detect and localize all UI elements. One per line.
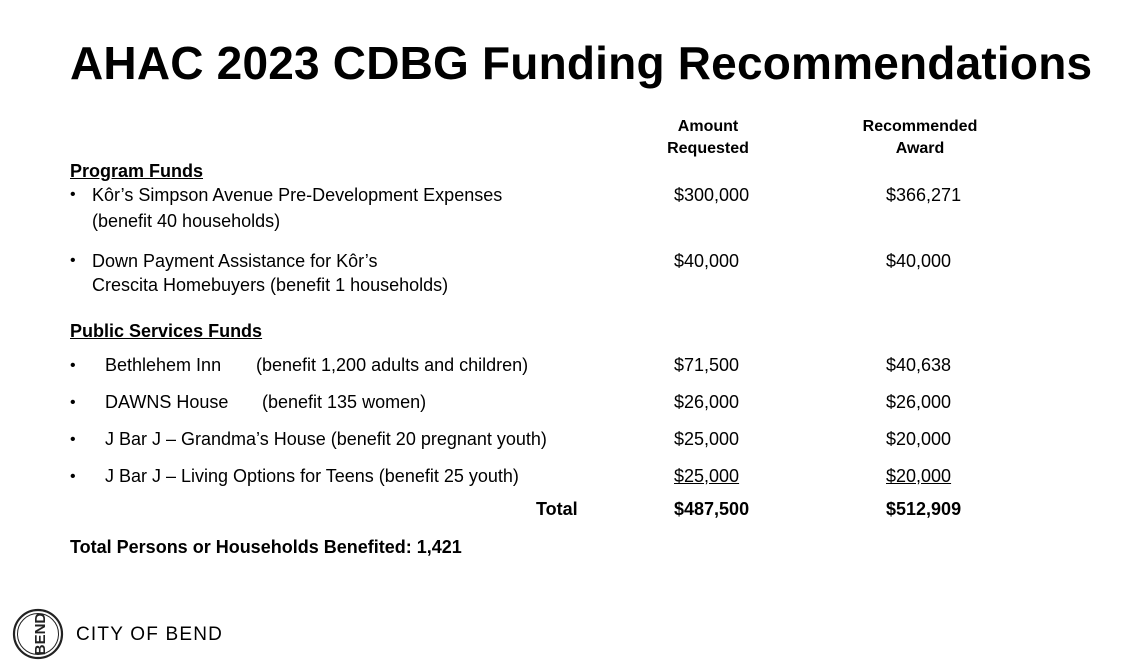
column-header-award-line2: Award bbox=[895, 140, 945, 157]
recommended-award: $40,638 bbox=[886, 355, 952, 375]
amount-requested: $25,000 bbox=[674, 466, 740, 486]
total-label: Total bbox=[536, 499, 578, 519]
recommended-award: $26,000 bbox=[886, 392, 952, 412]
column-header-requested-line2: Requested bbox=[667, 140, 749, 157]
public-item-name: J Bar J – Living Options for Teens (benefit 25 youth) bbox=[105, 466, 519, 486]
bullet: • bbox=[70, 431, 76, 448]
total-award: $512,909 bbox=[886, 499, 962, 519]
city-name: CITY OF BEND bbox=[76, 624, 224, 645]
section-heading-public-services-funds: Public Services Funds bbox=[70, 321, 263, 341]
recommended-award: $40,000 bbox=[886, 251, 952, 271]
amount-requested: $26,000 bbox=[674, 392, 740, 412]
public-item-benefit: (benefit 1,200 adults and children) bbox=[256, 355, 529, 375]
column-header-award-line1: Recommended bbox=[862, 118, 978, 135]
amount-requested: $40,000 bbox=[674, 251, 740, 271]
program-item-simpson-line1: Kôr’s Simpson Avenue Pre-Development Expenses bbox=[92, 185, 503, 205]
public-item-benefit: (benefit 135 women) bbox=[262, 392, 427, 412]
bullet: • bbox=[70, 186, 76, 203]
bullet: • bbox=[70, 468, 76, 485]
amount-requested: $71,500 bbox=[674, 355, 740, 375]
program-item-down-payment-line2: Crescita Homebuyers (benefit 1 households) bbox=[92, 275, 449, 295]
program-item-simpson-line2: (benefit 40 households) bbox=[92, 211, 281, 231]
amount-requested: $25,000 bbox=[674, 429, 740, 449]
page-title: AHAC 2023 CDBG Funding Recommendations bbox=[70, 37, 1093, 89]
city-seal-logo bbox=[12, 608, 64, 660]
bullet: • bbox=[70, 357, 76, 374]
column-header-requested bbox=[648, 116, 768, 160]
amount-requested: $300,000 bbox=[674, 185, 750, 205]
public-item-name: J Bar J – Grandma’s House (benefit 20 pregnant youth) bbox=[105, 429, 547, 449]
total-beneficiaries: Total Persons or Households Benefited: 1,421 bbox=[70, 537, 462, 557]
recommended-award: $20,000 bbox=[886, 466, 952, 486]
column-header-award bbox=[852, 116, 988, 160]
total-requested: $487,500 bbox=[674, 499, 750, 519]
public-item-name: Bethlehem Inn bbox=[105, 355, 222, 375]
recommended-award: $20,000 bbox=[886, 429, 952, 449]
column-header-requested-line1: Amount bbox=[677, 118, 739, 135]
program-item-down-payment-line1: Down Payment Assistance for Kôr’s bbox=[92, 251, 378, 271]
bullet: • bbox=[70, 394, 76, 411]
logo-text: BEND bbox=[32, 612, 49, 656]
section-heading-program-funds: Program Funds bbox=[70, 161, 204, 181]
recommended-award: $366,271 bbox=[886, 185, 962, 205]
public-item-name: DAWNS House bbox=[105, 392, 229, 412]
bullet: • bbox=[70, 252, 76, 269]
